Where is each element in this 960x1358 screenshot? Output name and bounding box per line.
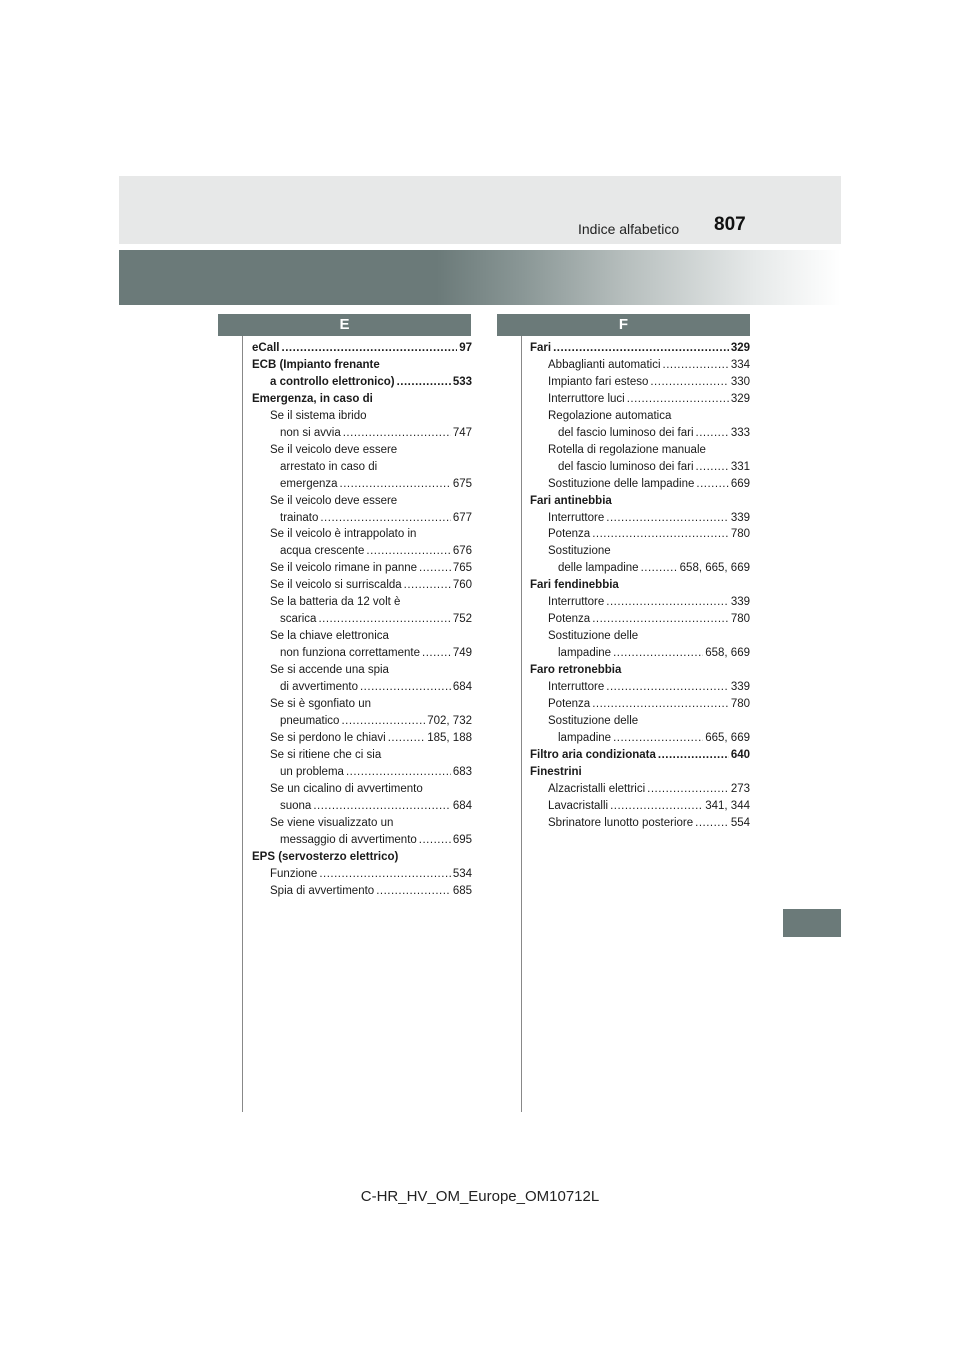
chapter-side-tab [783,909,841,937]
index-entry [530,645,750,662]
index-entry-page: 684 [452,799,472,812]
index-entry-term: Se il veicolo rimane in panne [270,562,418,575]
index-entry-page: 695 [452,833,472,846]
index-entry-page: 702, 732 [427,714,472,727]
dot-leader [360,679,451,696]
dot-leader [641,560,678,577]
index-entry-term: del fascio luminoso dei fari [558,460,694,473]
index-entry-term: Se la chiave elettronica [270,630,389,643]
index-entry [252,357,472,374]
index-entry-term: Interruttore [548,511,605,524]
dot-leader [627,391,729,408]
index-entry-page: 780 [730,528,750,541]
index-entry [252,832,472,849]
index-entry-term: Sostituzione delle [548,630,639,643]
index-entry-term: Se un cicalino di avvertimento [270,782,423,795]
dot-leader [613,645,703,662]
index-entry [530,747,750,764]
index-entry-term: messaggio di avvertimento [280,833,417,846]
index-entry [252,866,472,883]
index-entry-page: 752 [452,613,472,626]
index-entry [530,493,750,510]
index-entry [252,577,472,594]
index-entry-page: 677 [452,511,472,524]
index-entry [252,645,472,662]
index-entry-page: 658, 665, 669 [679,562,750,575]
index-entry-page: 780 [730,698,750,711]
index-entry [252,696,472,713]
index-entry [530,374,750,391]
dot-leader [553,340,729,357]
index-entry-term: Se il veicolo è intrappolato in [270,528,417,541]
index-entry-term: Filtro aria condizionata [530,748,656,761]
page-number: 807 [714,214,746,235]
index-entry-term: arrestato in caso di [280,460,378,473]
index-entry-page: 333 [730,426,750,439]
index-entry [530,628,750,645]
index-entry-term: di avvertimento [280,681,358,694]
index-entry [252,408,472,425]
index-entry [252,764,472,781]
decorative-band [119,250,841,305]
index-entry-term: Abbaglianti automatici [548,358,661,371]
index-entry [530,408,750,425]
dot-leader [650,374,728,391]
index-entry [252,391,472,408]
dot-leader [320,510,450,527]
index-entry [252,849,472,866]
index-entry-term: Sostituzione delle [548,714,639,727]
dot-leader [695,815,729,832]
dot-leader [282,340,458,357]
dot-leader [340,476,451,493]
index-entry [252,442,472,459]
index-entry [530,476,750,493]
index-entry-page: 339 [730,681,750,694]
index-entry [530,526,750,543]
dot-leader [397,374,451,391]
index-entry [252,730,472,747]
index-entry-term: emergenza [280,477,338,490]
index-entry-term: Lavacristalli [548,799,609,812]
index-entry-term: Potenza [548,613,591,626]
index-entry [252,526,472,543]
index-entry [252,476,472,493]
index-entry-page: 554 [730,816,750,829]
index-entry [252,560,472,577]
index-entry-page: 685 [452,884,472,897]
index-entry-term: eCall [252,342,280,354]
index-entry-term: non funziona correttamente [280,647,421,660]
index-entry [530,611,750,628]
index-entry [252,493,472,510]
index-entry [530,543,750,560]
index-entry-page: 683 [452,765,472,778]
index-entry [530,459,750,476]
dot-leader [388,730,426,747]
index-entry-page: 765 [452,562,472,575]
index-entry [530,577,750,594]
index-entry-term: Fari [530,342,552,354]
index-entry-term: Se il sistema ibrido [270,409,367,422]
index-entry [252,510,472,527]
dot-leader [696,425,729,442]
index-entry-term: Se il veicolo deve essere [270,494,398,507]
index-entry-term: scarica [280,613,317,626]
dot-leader [366,543,450,560]
index-entry [252,662,472,679]
index-entry-term: Fari fendinebbia [530,579,619,592]
index-entry [530,594,750,611]
index-column-right [530,340,750,832]
dot-leader [319,866,451,883]
index-entry-term: delle lampadine [558,562,639,575]
dot-leader [647,781,729,798]
dot-leader [696,459,729,476]
index-entry-term: Emergenza, in caso di [252,392,373,405]
index-entry-term: Sostituzione delle lampadine [548,477,695,490]
dot-leader [606,594,729,611]
index-entry-term: trainato [280,511,319,524]
dot-leader [376,883,451,900]
index-entry-term: a controllo elettronico) [270,375,395,388]
index-entry-term: Alzacristalli elettrici [548,782,646,795]
index-entry-page: 329 [730,392,750,405]
index-entry [530,781,750,798]
index-entry-page: 534 [452,867,472,880]
index-entry-term: Faro retronebbia [530,664,622,677]
index-entry-page: 330 [730,375,750,388]
letter-tab-right: F [497,314,750,336]
index-entry [530,798,750,815]
index-entry [530,357,750,374]
index-entry-page: 675 [452,477,472,490]
column-rule-right [521,336,522,1112]
index-entry-term: Potenza [548,528,591,541]
index-entry-page: 640 [730,748,750,761]
index-entry-page: 749 [452,647,472,660]
index-entry [252,815,472,832]
index-entry-page: 780 [730,613,750,626]
dot-leader [313,798,450,815]
index-entry [252,611,472,628]
index-entry-term: pneumatico [280,714,340,727]
index-entry-term: suona [280,799,312,812]
dot-leader [419,560,451,577]
index-entry [252,628,472,645]
index-entry [252,543,472,560]
index-entry [252,798,472,815]
index-entry-term: lampadine [558,731,612,744]
index-entry [530,391,750,408]
index-entry-term: non si avvia [280,426,341,439]
index-entry [530,815,750,832]
index-entry-term: un problema [280,765,344,778]
index-entry [252,340,472,357]
dot-leader [346,764,451,781]
dot-leader [592,696,729,713]
index-entry-term: ECB (Impianto frenante [252,358,380,371]
index-entry [530,696,750,713]
dot-leader [613,730,703,747]
dot-leader [592,526,729,543]
index-entry-page: 273 [730,782,750,795]
index-entry [252,679,472,696]
index-entry-term: Se si è sgonfiato un [270,698,372,711]
index-entry-page: 341, 344 [705,799,750,812]
index-entry-page: 97 [459,342,472,354]
index-entry [530,510,750,527]
index-entry-term: Se si ritiene che ci sia [270,748,382,761]
index-entry-term: Funzione [270,867,318,880]
index-entry-term: Rotella di regolazione manuale [548,443,706,456]
index-entry-page: 760 [452,579,472,592]
index-entry [530,442,750,459]
dot-leader [592,611,729,628]
index-entry [530,730,750,747]
column-rule-left [242,336,243,1112]
index-entry-term: Finestrini [530,765,582,778]
dot-leader [696,476,728,493]
dot-leader [318,611,450,628]
index-entry-term: Fari antinebbia [530,494,612,507]
index-entry-page: 658, 669 [705,647,750,660]
index-entry-page: 185, 188 [427,731,472,744]
index-entry-page: 747 [452,426,472,439]
index-entry-term: Impianto fari esteso [548,375,649,388]
document-code: C-HR_HV_OM_Europe_OM10712L [360,1188,600,1205]
index-entry-page: 339 [730,596,750,609]
index-entry-page: 669 [730,477,750,490]
index-entry [252,459,472,476]
dot-leader [663,357,729,374]
index-entry-page: 665, 669 [705,731,750,744]
index-entry [252,781,472,798]
index-entry [530,662,750,679]
index-entry-term: Interruttore [548,681,605,694]
index-entry [252,594,472,611]
index-entry-term: lampadine [558,647,612,660]
index-entry-term: Se si accende una spia [270,664,389,677]
index-entry-term: Se il veicolo deve essere [270,443,398,456]
dot-leader [606,510,729,527]
index-entry-term: Se viene visualizzato un [270,816,394,829]
index-entry-term: del fascio luminoso dei fari [558,426,694,439]
index-entry-page: 339 [730,511,750,524]
index-entry-term: Sostituzione [548,545,611,558]
dot-leader [419,832,451,849]
index-entry-term: EPS (servosterzo elettrico) [252,850,399,863]
index-entry [252,713,472,730]
dot-leader [341,713,425,730]
index-entry-term: Interruttore [548,596,605,609]
index-entry-term: Potenza [548,698,591,711]
index-entry-term: acqua crescente [280,545,365,558]
index-entry [252,883,472,900]
dot-leader [610,798,703,815]
index-entry [252,747,472,764]
index-entry-page: 684 [452,681,472,694]
section-title: Indice alfabetico [578,221,680,237]
index-entry [252,374,472,391]
dot-leader [606,679,729,696]
index-entry-term: Se il veicolo si surriscalda [270,579,402,592]
index-column-left [252,340,472,899]
dot-leader [658,747,729,764]
index-entry [530,713,750,730]
index-entry-term: Regolazione automatica [548,409,672,422]
index-entry-page: 329 [730,342,750,354]
dot-leader [404,577,451,594]
index-entry [530,340,750,357]
dot-leader [422,645,451,662]
dot-leader [343,425,451,442]
letter-tab-left: E [218,314,471,336]
index-entry-page: 676 [452,545,472,558]
index-entry-page: 533 [452,375,472,388]
index-entry [530,679,750,696]
index-entry-term: Se la batteria da 12 volt è [270,596,401,609]
index-entry [530,425,750,442]
index-entry-term: Spia di avvertimento [270,884,375,897]
index-entry-term: Sbrinatore lunotto posteriore [548,816,694,829]
index-entry [530,764,750,781]
index-entry-term: Se si perdono le chiavi [270,731,386,744]
index-entry-page: 331 [730,460,750,473]
index-entry [530,560,750,577]
index-entry-page: 334 [730,358,750,371]
index-entry [252,425,472,442]
index-entry-term: Interruttore luci [548,392,625,405]
